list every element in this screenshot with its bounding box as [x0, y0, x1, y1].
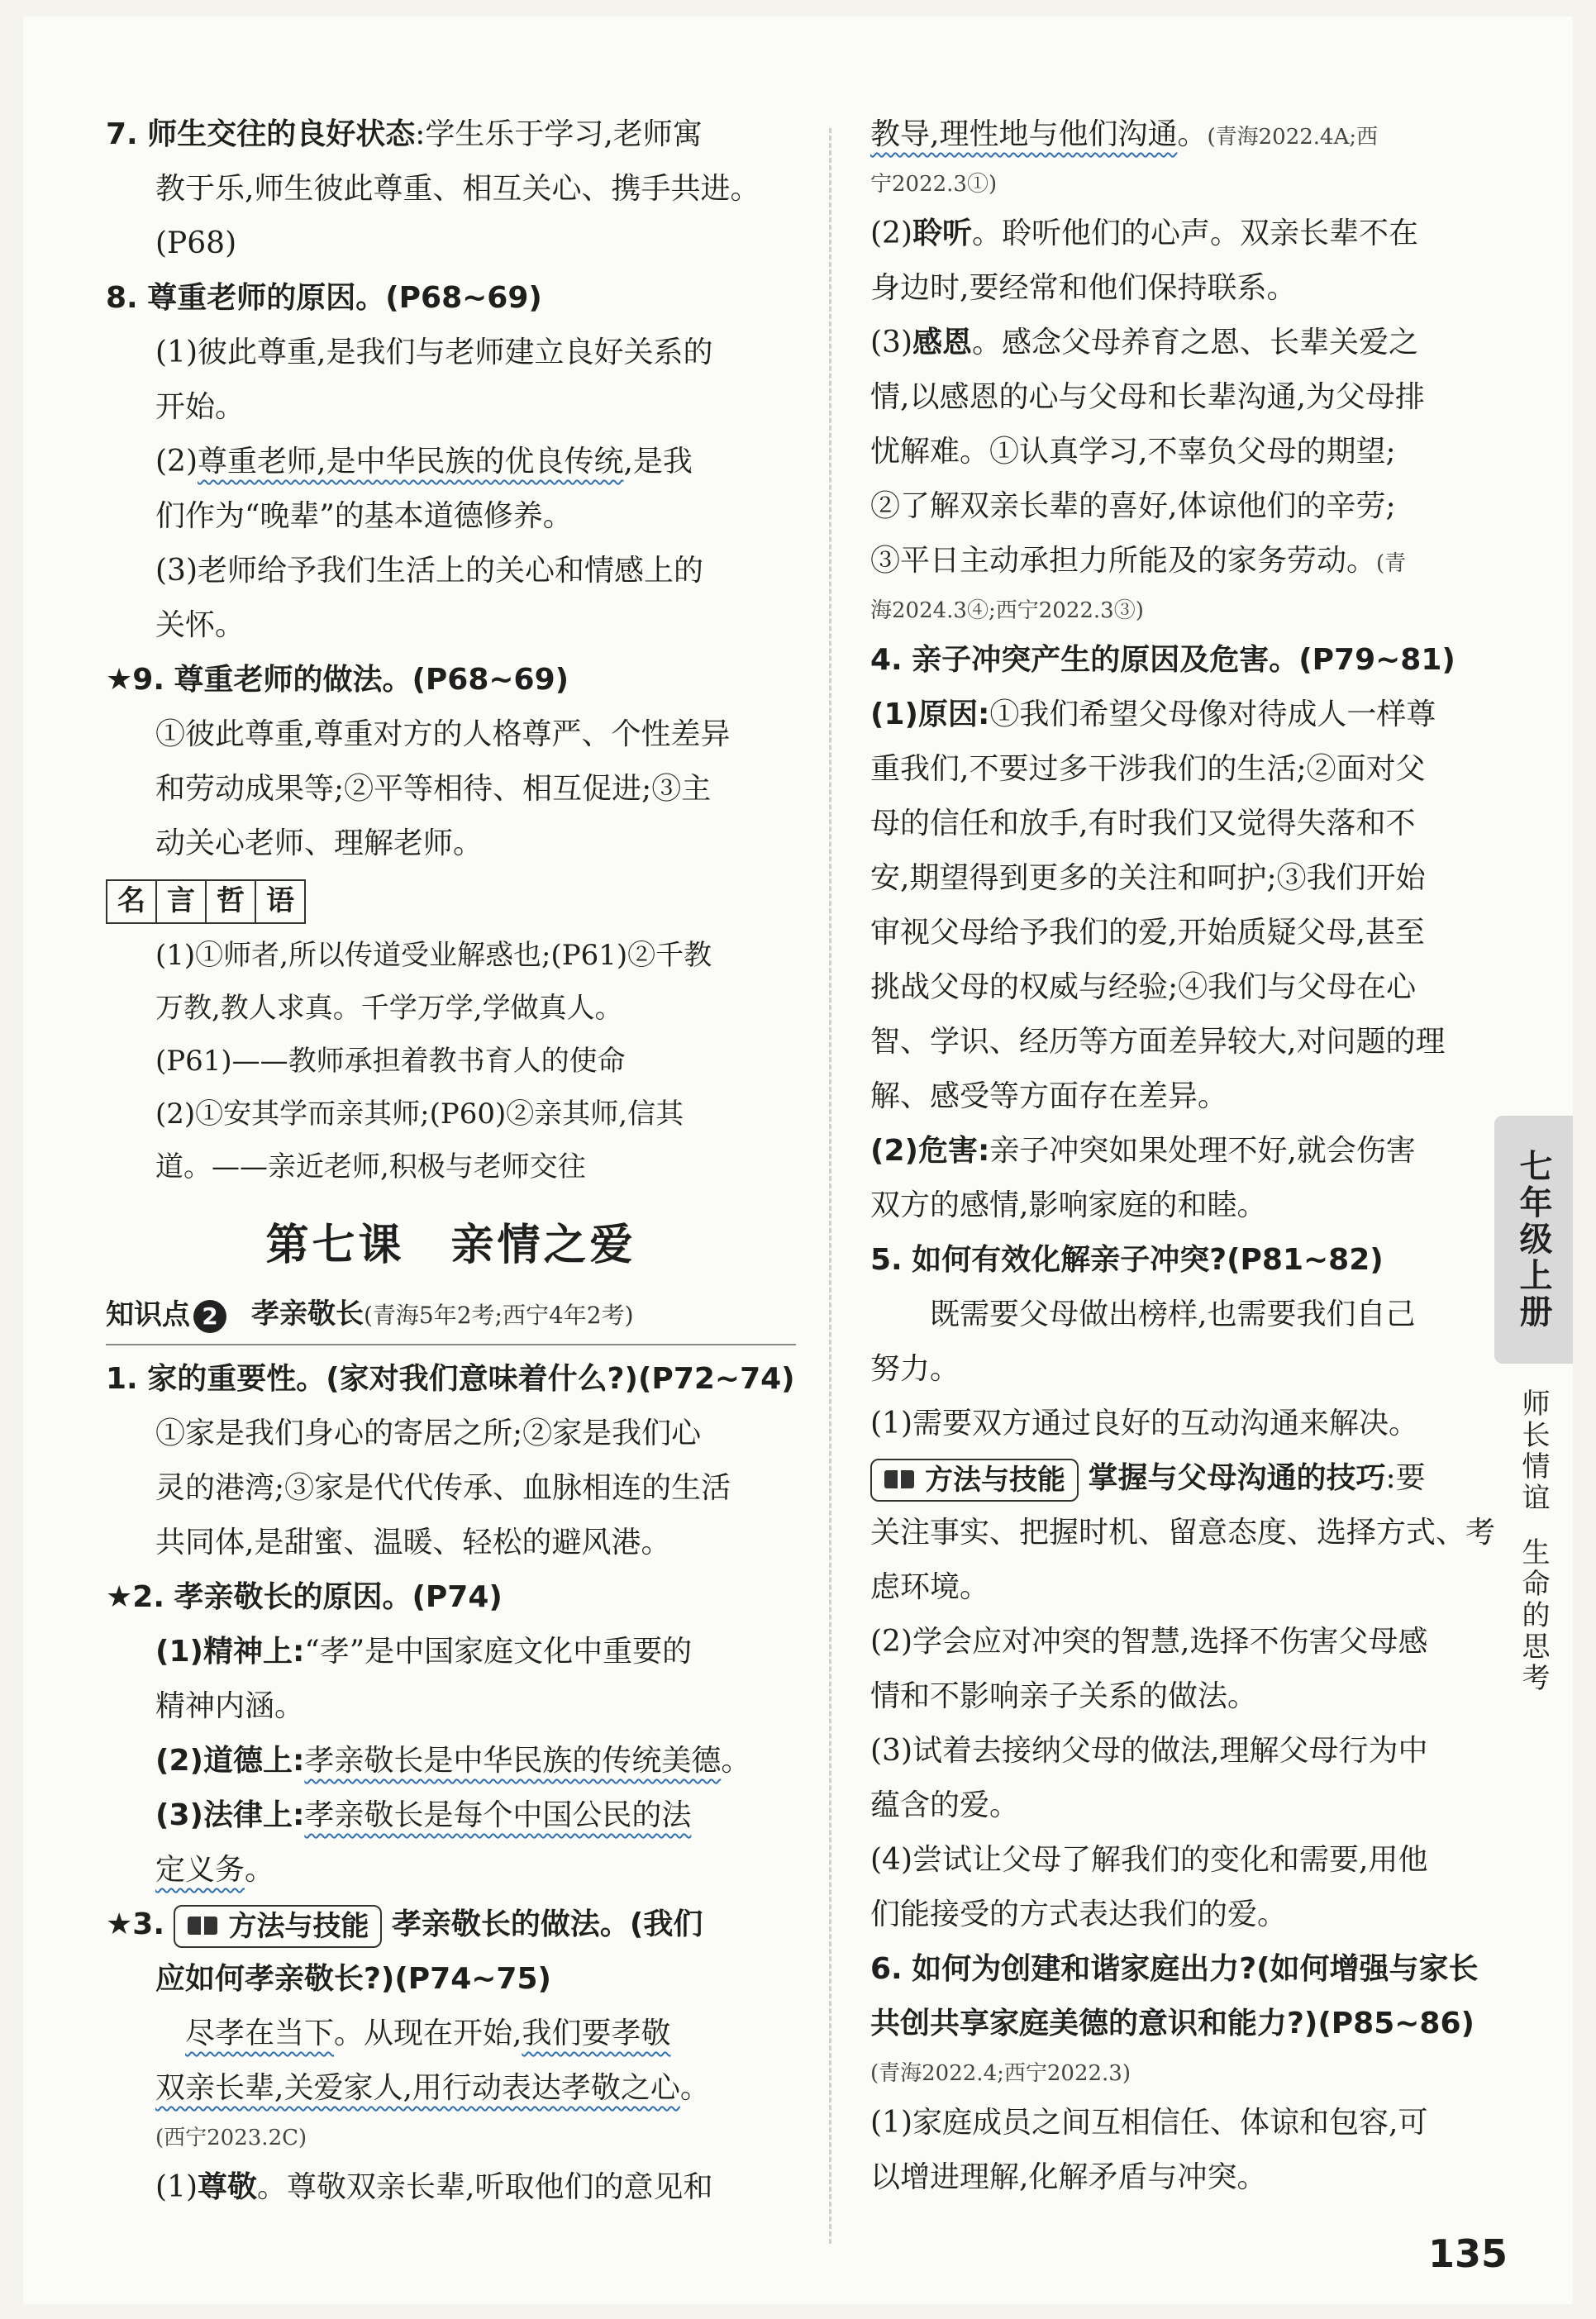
r-s2: (2)聆听。聆听他们的心声。双亲长辈不在 [870, 217, 1419, 250]
r-s3: (3)感恩。感念父母养育之恩、长辈关爱之 [870, 326, 1419, 360]
r-s3-src: 海2024.3④;西宁2022.3③) [870, 598, 1144, 623]
r-s3-l4: ②了解双亲长辈的喜好,体谅他们的辛劳; [870, 489, 1396, 523]
k1-l3: 共同体,是甜蜜、温暖、轻松的避风港。 [155, 1526, 671, 1559]
k4-r7: 智、学识、经历等方面差异较大,对问题的理 [870, 1025, 1446, 1059]
r-c2: 宁2022.3①) [870, 172, 998, 197]
k3-source: (西宁2023.2C) [155, 2126, 307, 2150]
k5-p4a: (4)尝试让父母了解我们的变化和需要,用他 [870, 1843, 1428, 1877]
k5-p1: (1)需要双方通过良好的互动沟通来解决。 [870, 1407, 1418, 1440]
k4-r6: 挑战父母的权威与经验;④我们与父母在心 [870, 970, 1417, 1004]
k3-l2: 双亲长辈,关爱家人,用行动表达孝敬之心。 [155, 2071, 710, 2105]
item-9-l3: 动关心老师、理解老师。 [155, 826, 484, 860]
book-icon [187, 1915, 218, 1938]
item-8-p1b: 开始。 [155, 390, 245, 424]
side-labels [1503, 1388, 1565, 1717]
r-s3-l5: ③平日主动承担力所能及的家务劳动。(青 [870, 544, 1407, 578]
k5-i2: 努力。 [870, 1352, 960, 1386]
k2-p3: (3)法律上:孝亲敬长是每个中国公民的法 [155, 1798, 692, 1832]
k5-p2a: (2)学会应对冲突的智慧,选择不伤害父母感 [870, 1625, 1428, 1659]
item-7-line2: 教于乐,师生彼此尊重、相互关心、携手共进。 [155, 172, 760, 206]
k6-title: 6. 如何为创建和谐家庭出力?(如何增强与家长 [870, 1952, 1479, 1986]
mingyan-label: 名 言 哲 语 [106, 879, 304, 924]
quote-1c: (P61)——教师承担着教书育人的使命 [155, 1045, 626, 1078]
k5-i1: 既需要父母做出榜样,也需要我们自己 [930, 1298, 1416, 1331]
k5-m2: 关注事实、把握时机、留意态度、选择方式、考 [870, 1516, 1496, 1550]
k2-p2: (2)道德上:孝亲敬长是中华民族的传统美德。 [155, 1744, 751, 1778]
k6-p1b: 以增进理解,化解矛盾与冲突。 [870, 2160, 1267, 2194]
k5-title: 5. 如何有效化解亲子冲突?(P81~82) [870, 1243, 1384, 1277]
k1-l1: ①家是我们身心的寄居之所;②家是我们心 [155, 1417, 702, 1450]
quote-1b: 万教,教人求真。千学万学,学做真人。 [155, 992, 623, 1025]
k5-p3a: (3)试着去接纳父母的做法,理解父母行为中 [870, 1734, 1428, 1768]
lesson-title: 第七课 亲情之爱 [265, 1221, 636, 1270]
grade-tab: 七年级上册 [1494, 1116, 1573, 1364]
item-9-l1: ①彼此尊重,尊重对方的人格尊严、个性差异 [155, 717, 731, 751]
k2-title: ★2. 孝亲敬长的原因。(P74) [106, 1580, 503, 1614]
k2-p1: (1)精神上:“孝”是中国家庭文化中重要的 [155, 1635, 693, 1669]
left-column [106, 107, 796, 2215]
k5-p4b: 们能接受的方式表达我们的爱。 [870, 1898, 1288, 1931]
item-8-title: 8. 尊重老师的原因。(P68~69) [106, 281, 542, 315]
k4-title: 4. 亲子冲突产生的原因及危害。(P79~81) [870, 643, 1455, 677]
item-8-p2b: 们作为“晚辈”的基本道德修养。 [155, 499, 573, 533]
page [23, 17, 1573, 2304]
k4-r5: 审视父母给予我们的爱,开始质疑父母,甚至 [870, 916, 1425, 950]
k2-p1b: 精神内涵。 [155, 1689, 305, 1723]
quote-1a: (1)①师者,所以传道受业解惑也;(P61)②千教 [155, 939, 712, 972]
k6-title2: 共创共享家庭美德的意识和能力?)(P85~86) [870, 2007, 1475, 2040]
k5-p3b: 蕴含的爱。 [870, 1788, 1020, 1822]
item-9-l2: 和劳动成果等;②平等相待、相互促进;③主 [155, 772, 712, 806]
k5-m3: 虑环境。 [870, 1570, 990, 1604]
k6-p1a: (1)家庭成员之间互相信任、体谅和包容,可 [870, 2106, 1428, 2140]
k4-h1: (2)危害:亲子冲突如果处理不好,就会伤害 [870, 1134, 1416, 1168]
k5-p2b: 情和不影响亲子关系的做法。 [870, 1679, 1258, 1713]
column-divider [829, 128, 831, 2244]
k5-method: 方法与技能 掌握与父母沟通的技巧:要 [870, 1451, 1507, 1506]
k3-title: ★3. 方法与技能 孝亲敬长的做法。(我们 [106, 1898, 796, 1952]
k4-r1: (1)原因:①我们希望父母像对待成人一样尊 [870, 698, 1436, 731]
k4-h2: 双方的感情,影响家庭的和睦。 [870, 1188, 1267, 1222]
quote-2b: 道。——亲近老师,积极与老师交往 [155, 1150, 586, 1183]
k4-r2: 重我们,不要过多干涉我们的生活;②面对父 [870, 752, 1426, 786]
item-8-p1: (1)彼此尊重,是我们与老师建立良好关系的 [155, 336, 713, 369]
item-8-p3: (3)老师给予我们生活上的关心和情感上的 [155, 554, 703, 588]
r-s3-l2: 情,以感恩的心与父母和长辈沟通,为父母排 [870, 380, 1425, 414]
k3-l1: 尽孝在当下。从现在开始,我们要孝敬 [185, 2017, 671, 2050]
method-skill-tag: 方法与技能 [174, 1905, 382, 1948]
item-8-p2: (2)尊重老师,是中华民族的优良传统,是我 [155, 445, 693, 479]
r-c1: 教导,理性地与他们沟通。(青海2022.4A;西 [870, 117, 1379, 151]
k1-title: 1. 家的重要性。(家对我们意味着什么?)(P72~74) [106, 1362, 795, 1396]
side-label-2: 生命的思考 [1517, 1537, 1550, 1694]
k4-r4: 安,期望得到更多的关注和呵护;③我们开始 [870, 861, 1426, 895]
r-s3-l3: 忧解难。①认真学习,不辜负父母的期望; [870, 435, 1396, 469]
item-8-p3b: 关怀。 [155, 608, 245, 642]
knowledge-point-header: 知识点 2 孝亲敬长(青海5年2考;西宁4年2考) [106, 1291, 796, 1345]
r-s2-l2: 身边时,要经常和他们保持联系。 [870, 271, 1297, 305]
k3-title2: 应如何孝亲敬长?)(P74~75) [155, 1962, 551, 1996]
k3-p1: (1)尊敬。尊敬双亲长辈,听取他们的意见和 [155, 2170, 713, 2204]
item-9-title: ★9. 尊重老师的做法。(P68~69) [106, 663, 569, 697]
side-label-1: 师长情谊 [1517, 1388, 1550, 1514]
k6-source: (青海2022.4;西宁2022.3) [870, 2061, 1131, 2086]
item-7: 7. 师生交往的良好状态:学生乐于学习,老师寓 [106, 117, 703, 151]
page-number: 135 [1428, 2231, 1508, 2276]
item-7-line3: (P68) [155, 226, 237, 260]
right-column [870, 107, 1507, 2205]
k4-r3: 母的信任和放手,有时我们又觉得失落和不 [870, 807, 1416, 840]
book-icon [884, 1469, 915, 1492]
method-skill-tag: 方法与技能 [870, 1459, 1079, 1502]
k1-l2: 灵的港湾;③家是代代传承、血脉相连的生活 [155, 1471, 731, 1505]
k4-r8: 解、感受等方面存在差异。 [870, 1079, 1228, 1113]
quote-2a: (2)①安其学而亲其师;(P60)②亲其师,信其 [155, 1098, 684, 1131]
k2-p3b: 定义务。 [155, 1853, 275, 1887]
